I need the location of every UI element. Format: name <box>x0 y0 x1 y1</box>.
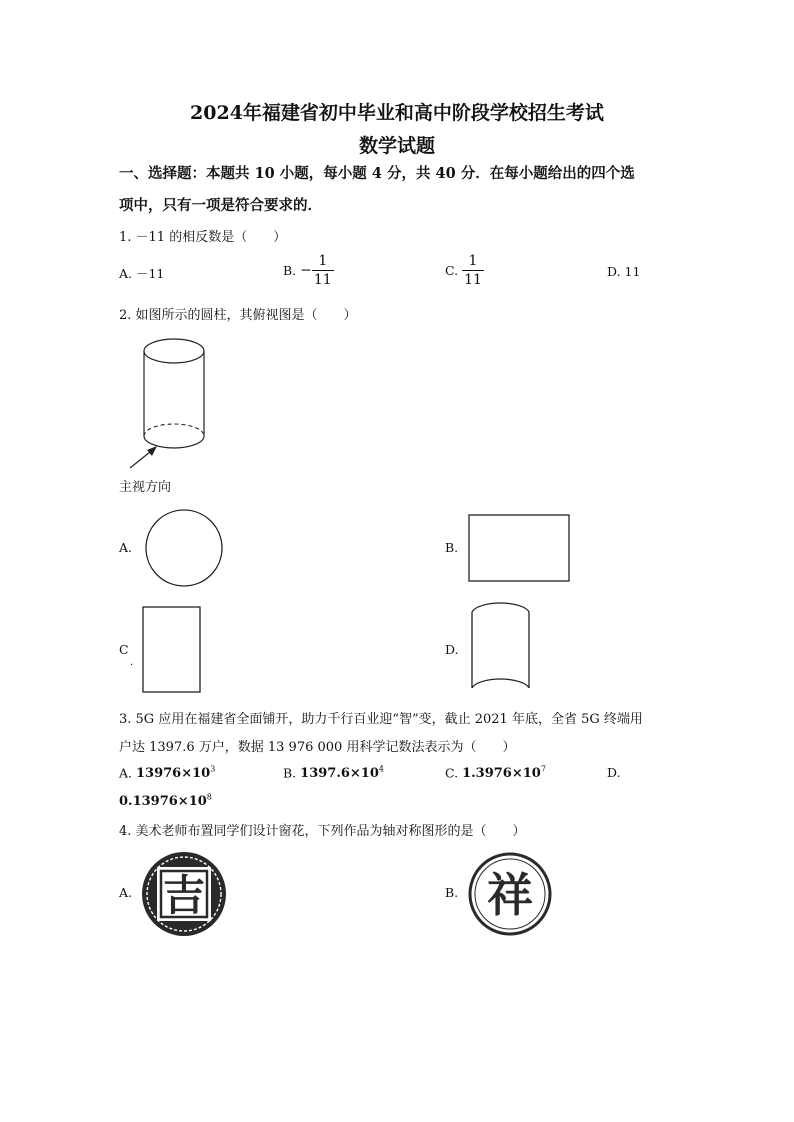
q3-option-a-mantissa: 13976×10 <box>136 766 211 782</box>
q4-option-b-paper-cut-xiang <box>466 850 554 938</box>
exam-title: 2024年福建省初中毕业和高中阶段学校招生考试 <box>190 102 604 124</box>
q2-option-b-label: B. <box>445 540 459 555</box>
section-heading-line2: 项中，只有一项是符合要求的． <box>119 197 322 214</box>
q3-option-b-mantissa: 1397.6×10 <box>300 766 379 782</box>
q3-option-d-exponent: 8 <box>206 793 212 802</box>
q3-option-b-exponent: 4 <box>378 765 384 774</box>
q1-option-a: A. －11 <box>119 266 165 281</box>
q1-option-b-sign: − <box>300 262 312 279</box>
q3-option-c-exponent: 7 <box>540 765 546 774</box>
q4-option-b-label: B. <box>445 885 459 900</box>
q4-option-a-paper-cut-ji <box>140 850 228 938</box>
q1-option-c-numerator: 1 <box>468 253 478 269</box>
q3-option-c <box>445 765 546 781</box>
cylinder-bottom-hidden-arc <box>144 424 204 436</box>
q4-stem: 4. 美术老师布置同学们设计窗花，下列作品为轴对称图形的是（ ） <box>119 824 526 839</box>
cylinder-figure <box>110 330 230 470</box>
q1-option-c-denominator: 11 <box>464 272 482 288</box>
q2-option-d-label: D. <box>445 642 459 657</box>
exam-subtitle: 数学试题 <box>358 135 435 157</box>
q1-option-b-label: B. <box>283 263 297 278</box>
q1-option-c <box>445 254 484 287</box>
q2-option-c-rectangle <box>140 604 206 696</box>
q2-option-c-label: C <box>119 642 129 657</box>
q4-option-a-label: A. <box>119 885 133 900</box>
q2-option-a-circle <box>140 508 230 588</box>
q2-option-d-shape <box>466 598 536 698</box>
cylinder-top-ellipse <box>144 339 204 363</box>
q1-option-b-denominator: 11 <box>313 272 332 288</box>
q2-option-b-rectangle <box>466 512 576 584</box>
q2-stem: 2. 如图所示的圆柱，其俯视图是（ ） <box>119 308 357 323</box>
q3-option-b-value <box>300 766 384 781</box>
q2-option-c-dot: · <box>130 660 134 671</box>
q3-option-b <box>283 765 384 781</box>
q3-option-a <box>119 765 215 781</box>
q3-option-c-label: C. <box>445 765 459 781</box>
q4-option-b-char: 祥 <box>487 868 533 922</box>
q2-option-a-label: A. <box>119 540 133 555</box>
q3-option-d-value <box>119 794 212 809</box>
q3-option-b-label: B. <box>283 765 297 781</box>
q1-option-b <box>283 254 334 287</box>
q3-option-d-label: D. <box>607 765 621 780</box>
q3-option-d <box>119 793 212 809</box>
q1-option-d: D. 11 <box>607 264 641 279</box>
q3-line2: 户达 1397.6 万户，数据 13 976 000 用科学记数法表示为（ ） <box>119 740 516 755</box>
q1-stem: 1. －11 的相反数是（ ） <box>119 230 287 245</box>
q3-option-c-mantissa: 1.3976×10 <box>462 766 541 782</box>
cylinder-bottom-visible-arc <box>144 436 204 448</box>
q4-option-a-char: 吉 <box>162 871 206 920</box>
q1-option-c-fraction <box>462 254 484 287</box>
q3-option-d-mantissa: 0.13976×10 <box>119 794 207 810</box>
q1-option-b-numerator: 1 <box>318 253 328 269</box>
section-heading-line1: 一、选择题：本题共 10 小题，每小题 4 分，共 40 分．在每小题给出的四个选 <box>119 165 635 182</box>
q3-line1: 3. 5G 应用在福建省全面铺开，助力千行百业迎“智”变，截止 2021 年底，全省 5G 终端用 <box>119 712 643 727</box>
view-direction-label: 主视方向 <box>119 480 172 495</box>
q3-option-c-value <box>462 766 546 781</box>
view-direction-arrow-head <box>147 446 157 456</box>
q3-option-a-label: A. <box>119 765 133 781</box>
q3-option-a-exponent: 3 <box>210 765 216 774</box>
q3-option-a-value <box>136 766 215 781</box>
q1-option-c-label: C. <box>445 263 459 278</box>
q1-option-b-fraction <box>312 254 334 287</box>
